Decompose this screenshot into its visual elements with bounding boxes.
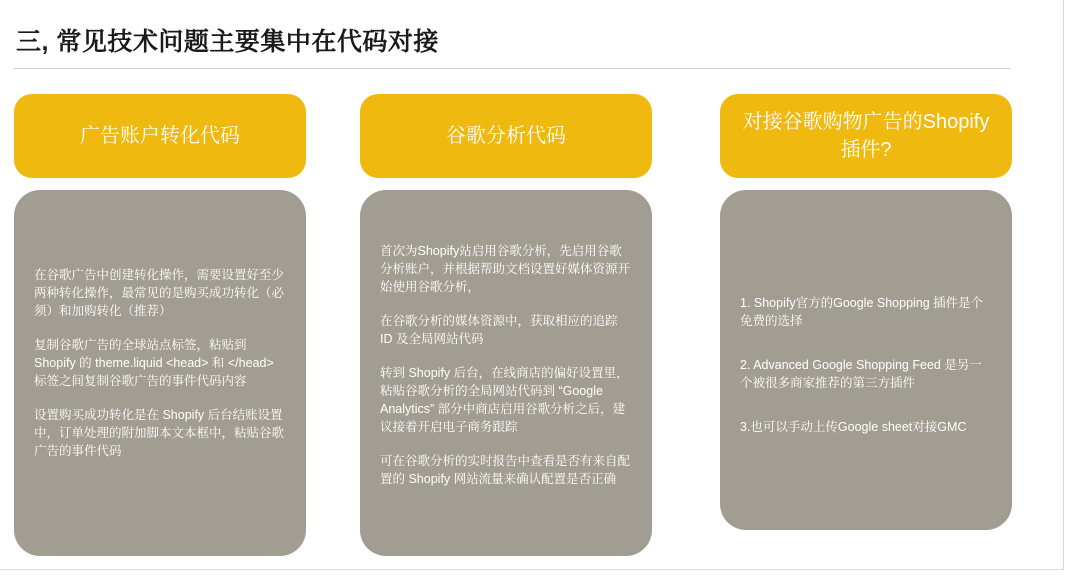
title-divider — [14, 68, 1010, 69]
paragraph: 3.也可以手动上传Google sheet对接GMC — [740, 420, 967, 434]
paragraph: 在谷歌分析的媒体资源中，获取相应的追踪 ID 及全局网站代码 — [380, 314, 618, 346]
content-column-shopify-plugin — [720, 94, 1012, 530]
paragraph: 转到 Shopify 后台，在线商店的偏好设置里，粘贴谷歌分析的全局网站代码到 “Google Analytics” 部分中商店启用谷歌分析之后，建议接着开启电子商务跟踪 — [380, 366, 629, 434]
content-column-google-analytics-code — [360, 94, 652, 556]
column-body-2 — [360, 190, 652, 556]
column-body-text-1 — [34, 266, 286, 460]
column-body-3 — [720, 190, 1012, 530]
content-column-ads-conversion-code — [14, 94, 306, 556]
column-heading-1: 广告账户转化代码 — [14, 94, 306, 178]
paragraph: 设置购买成功转化是在 Shopify 后台结账设置中，订单处理的附加脚本文本框中，粘贴谷歌广告的事件代码 — [34, 408, 285, 458]
paragraph: 在谷歌广告中创建转化操作，需要设置好至少两种转化操作，最常见的是购买成功转化（必须）和加购转化（推荐） — [34, 268, 285, 318]
column-body-1 — [14, 190, 306, 556]
right-margin — [1064, 0, 1080, 585]
column-body-text-3 — [740, 294, 992, 462]
column-heading-2: 谷歌分析代码 — [360, 94, 652, 178]
column-heading-3: 对接谷歌购物广告的Shopify插件? — [720, 94, 1012, 178]
paragraph: 首次为Shopify站启用谷歌分析，先启用谷歌分析账户，并根据帮助文档设置好媒体资源开始使用谷歌分析， — [380, 244, 631, 294]
column-body-text-2 — [380, 242, 632, 488]
page-title: 三, 常见技术问题主要集中在代码对接 — [16, 28, 439, 56]
paragraph: 1. Shopify官方的Google Shopping 插件是个免费的选择 — [740, 296, 984, 328]
bottom-margin — [0, 570, 1080, 585]
paragraph: 2. Advanced Google Shopping Feed 是另一个被很多商家推荐的第三方插件 — [740, 358, 982, 390]
paragraph: 复制谷歌广告的全球站点标签，粘贴到 Shopify 的 theme.liquid <head> 和 </head> 标签之间复制谷歌广告的事件代码内容 — [34, 338, 274, 388]
paragraph: 可在谷歌分析的实时报告中查看是否有来自配置的 Shopify 网站流量来确认配置是否正确 — [380, 454, 631, 486]
